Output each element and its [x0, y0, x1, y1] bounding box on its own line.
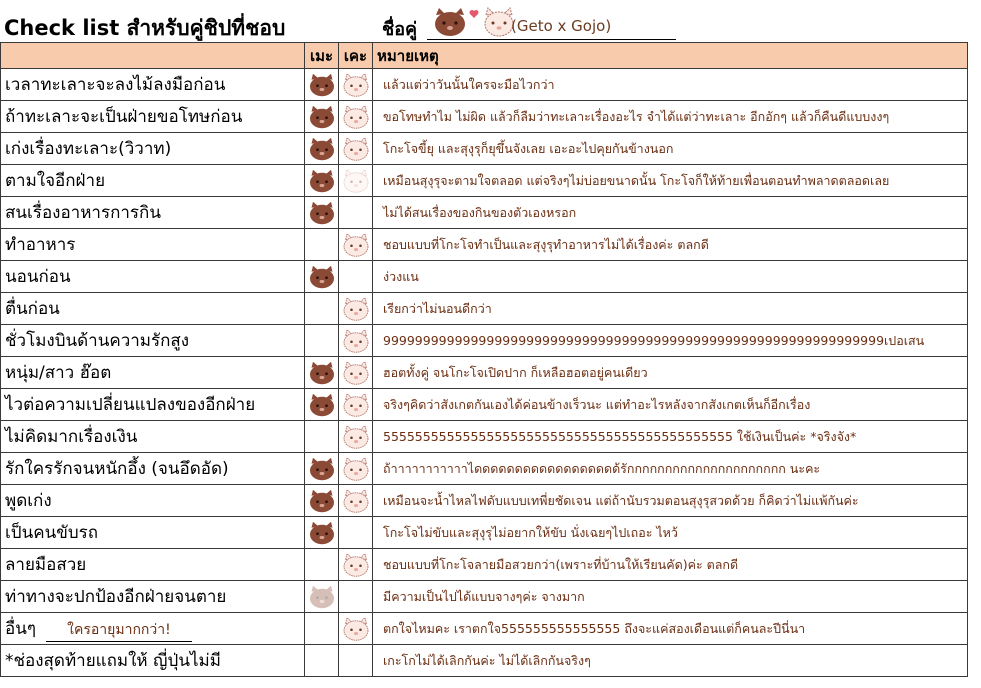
mei-cell: [305, 581, 339, 613]
note-cell: โกะโจขี้ยุ และสุงุรุก็ยุขึ้นจังเลย เอะอะไปคุยกันข้างนอก: [373, 133, 968, 165]
table-row: [1, 421, 968, 453]
ke-cell: [339, 581, 373, 613]
mei-cell: [305, 357, 339, 389]
mei-cell: [305, 421, 339, 453]
item-cell: [1, 325, 305, 357]
light-cat-icon: [341, 168, 371, 194]
mei-cell: [305, 133, 339, 165]
note-cell: ชอบแบบที่โกะโจทำเป็นและสุงุรุทำอาหารไม่ได้เรื่องค่ะ ตลกดี: [373, 229, 968, 261]
ke-cell: [339, 229, 373, 261]
light-cat-icon: [341, 232, 371, 258]
mei-cell: [305, 613, 339, 645]
item-cell: [1, 613, 305, 645]
table-row: [1, 229, 968, 261]
page-title: Check list สำหรับคู่ชิปที่ชอบ: [4, 16, 286, 40]
ke-cell: [339, 133, 373, 165]
mei-cell: [305, 165, 339, 197]
mei-cell: [305, 389, 339, 421]
mei-cell: [305, 453, 339, 485]
item-label: ไม่คิดมากเรื่องเงิน: [5, 427, 138, 447]
light-cat-icon: [341, 456, 371, 482]
item-label: หนุ่ม/สาว ฮ๊อต: [5, 363, 112, 383]
table-row: [1, 645, 968, 677]
ke-cell: [339, 357, 373, 389]
note-cell: แล้วแต่ว่าวันนั้นใครจะมือไวกว่า: [373, 69, 968, 101]
column-header-item: [1, 43, 305, 69]
mei-cell: [305, 645, 339, 677]
dark-cat-icon: [307, 264, 337, 290]
item-label: ตื่นก่อน: [5, 299, 60, 319]
light-cat-icon: [341, 72, 371, 98]
mei-cell: [305, 197, 339, 229]
light-cat-icon: [341, 136, 371, 162]
note-cell: เหมือนจะน้ำไหลไฟดับแบบเทพี่ยชัดเจน แต่ถ้านับรวมตอนสุงุรุสวดด้วย ก็คิดว่าไม่แพ้กันค่ะ: [373, 485, 968, 517]
ke-cell: [339, 453, 373, 485]
mei-cell: [305, 485, 339, 517]
item-cell: [1, 357, 305, 389]
table-row: [1, 485, 968, 517]
note-cell: ฮอตทั้งคู่ จนโกะโจเปิดปาก ก็เหลือฮอตอยู่คนเดียว: [373, 357, 968, 389]
column-header-mei: เมะ: [305, 43, 339, 69]
dark-cat-icon: [307, 488, 337, 514]
pair-name: (Geto x Gojo): [511, 17, 612, 35]
note-cell: เกะโกไม่ได้เลิกกันค่ะ ไม่ได้เลิกกันจริงๆ: [373, 645, 968, 677]
ke-cell: [339, 613, 373, 645]
item-cell: [1, 133, 305, 165]
table-row: [1, 357, 968, 389]
item-cell: [1, 69, 305, 101]
item-label: ถ้าทะเลาะจะเป็นฝ่ายขอโทษก่อน: [5, 107, 243, 127]
ke-cell: [339, 517, 373, 549]
ke-cell: [339, 549, 373, 581]
note-cell: ถ้าาาาาาาาาาาไดดดดดดดดดดดดดดดดดด้รักกกกกกกกกกกกกกกกกกกกก นะคะ: [373, 453, 968, 485]
item-cell: [1, 261, 305, 293]
item-label: พูดเก่ง: [5, 491, 52, 511]
table-row: [1, 517, 968, 549]
item-cell: [1, 421, 305, 453]
table-row: [1, 101, 968, 133]
dark-cat-icon: [307, 136, 337, 162]
note-cell: 55555555555555555555555555555555555555555555 ใช้เงินเป็นค่ะ *จริงจัง*: [373, 421, 968, 453]
item-label: สนเรื่องอาหารการกิน: [5, 203, 161, 223]
mei-cell: [305, 101, 339, 133]
note-cell: โกะโจไม่ขับและสุงุรุไม่อยากให้ขับ นั่งเฉยๆไปเถอะ ไหว้: [373, 517, 968, 549]
item-label: เวลาทะเลาะจะลงไม้ลงมือก่อน: [5, 75, 226, 95]
item-label: เป็นคนขับรถ: [5, 523, 99, 543]
ke-cell: [339, 389, 373, 421]
dark-cat-icon: [307, 392, 337, 418]
ke-cell: [339, 197, 373, 229]
item-label: ทำอาหาร: [5, 235, 76, 255]
table-row: [1, 293, 968, 325]
ke-cell: [339, 325, 373, 357]
table-row: [1, 133, 968, 165]
note-cell: ง่วงแน: [373, 261, 968, 293]
item-label: นอนก่อน: [5, 267, 71, 287]
mei-cell: [305, 549, 339, 581]
light-cat-icon: [341, 616, 371, 642]
item-cell: [1, 389, 305, 421]
note-cell: ไม่ได้สนเรื่องของกินของตัวเองหรอก: [373, 197, 968, 229]
note-cell: เหมือนสุงุรุจะตามใจตลอด แต่จริงๆไม่บ่อยขนาดนั้น โกะโจก็ให้ท้ายเพื่อนตอนทำพลาดตลอดเลย: [373, 165, 968, 197]
item-cell: [1, 485, 305, 517]
item-label: ไวต่อความเปลี่ยนแปลงของอีกฝ่าย: [5, 395, 256, 415]
item-cell: [1, 549, 305, 581]
item-cell: [1, 453, 305, 485]
dark-cat-icon: [307, 360, 337, 386]
item-label: ลายมือสวย: [5, 555, 87, 575]
dark-cat-icon: [307, 200, 337, 226]
table-row: [1, 261, 968, 293]
light-cat-icon: [341, 552, 371, 578]
checklist-table: [0, 42, 968, 677]
pair-label: ชื่อคู่: [382, 19, 418, 40]
table-row: [1, 581, 968, 613]
mei-cell: [305, 229, 339, 261]
column-header-ke: เคะ: [339, 43, 373, 69]
light-cat-icon: [341, 328, 371, 354]
item-cell: [1, 517, 305, 549]
dark-cat-icon: [307, 584, 337, 610]
dark-cat-icon: [307, 520, 337, 546]
mei-cell: [305, 325, 339, 357]
heart-icon: [469, 9, 479, 19]
light-cat-icon: [341, 104, 371, 130]
item-label: รักใครรักจนหนักอึ้ง (จนอึดอัด): [5, 459, 229, 479]
table-row: [1, 549, 968, 581]
table-header-row: [1, 43, 968, 69]
table-row: [1, 389, 968, 421]
column-header-notes: หมายเหตุ: [373, 43, 968, 69]
note-cell: มีความเป็นไปได้แบบจางๆค่ะ จางมาก: [373, 581, 968, 613]
light-cat-icon: [341, 488, 371, 514]
dark-cat-icon: [307, 456, 337, 482]
note-cell: 999999999999999999999999999999999999999999999999999999999999999เปอเสน: [373, 325, 968, 357]
ke-cell: [339, 293, 373, 325]
table-row: [1, 165, 968, 197]
table-row: [1, 453, 968, 485]
table-row: [1, 197, 968, 229]
note-cell: ตกใจไหมคะ เราตกใจ555555555555555 ถึงจะแค่สองเดือนแต่ก็คนละปีนี่นา: [373, 613, 968, 645]
light-cat-icon: [341, 424, 371, 450]
header: [0, 0, 981, 42]
item-cell: [1, 293, 305, 325]
mei-cell: [305, 293, 339, 325]
item-label: เก่งเรื่องทะเลาะ(วิวาท): [5, 139, 172, 159]
mei-cell: [305, 517, 339, 549]
dark-cat-icon: [430, 6, 470, 40]
item-cell: [1, 645, 305, 677]
ke-cell: [339, 165, 373, 197]
note-cell: จริงๆคิดว่าสังเกตกันเองได้ค่อนข้างเร็วนะ แต่ทำอะไรหลังจากสังเกตเห็นก็อีกเรื่อง: [373, 389, 968, 421]
item-cell: [1, 165, 305, 197]
other-fill-text: ใครอายุมากกว่า!: [46, 619, 192, 642]
table-row: [1, 69, 968, 101]
item-cell: [1, 229, 305, 261]
table-row: [1, 325, 968, 357]
item-label: ตามใจอีกฝ่าย: [5, 171, 106, 191]
note-cell: ชอบแบบที่โกะโจลายมือสวยกว่า(เพราะที่บ้านให้เรียนคัด)ค่ะ ตลกดี: [373, 549, 968, 581]
ke-cell: [339, 101, 373, 133]
mei-cell: [305, 261, 339, 293]
note-cell: เรียกว่าไม่นอนดีกว่า: [373, 293, 968, 325]
dark-cat-icon: [307, 168, 337, 194]
item-label: อื่นๆ: [5, 619, 36, 639]
light-cat-icon: [341, 360, 371, 386]
ke-cell: [339, 421, 373, 453]
item-label: ชั่วโมงบินด้านความรักสูง: [5, 331, 190, 351]
item-cell: [1, 197, 305, 229]
dark-cat-icon: [307, 72, 337, 98]
pair-underline: [427, 39, 676, 40]
light-cat-icon: [341, 392, 371, 418]
item-cell: [1, 581, 305, 613]
item-cell: [1, 101, 305, 133]
item-label: *ช่องสุดท้ายแถมให้ ญี่ปุ่นไม่มี: [5, 651, 221, 671]
table-row: [1, 613, 968, 645]
dark-cat-icon: [307, 104, 337, 130]
mei-cell: [305, 69, 339, 101]
item-label: ท่าทางจะปกป้องอีกฝ่ายจนตาย: [5, 587, 227, 607]
ke-cell: [339, 69, 373, 101]
pair-icons: [430, 6, 518, 40]
note-cell: ขอโทษทำไม ไม่ผิด แล้วก็ลืมว่าทะเลาะเรื่องอะไร จำได้แต่ว่าทะเลาะ อีกอักๆ แล้วก็คืนดีแบบงงๆ: [373, 101, 968, 133]
table-body: [1, 69, 968, 677]
ke-cell: [339, 485, 373, 517]
ke-cell: [339, 645, 373, 677]
light-cat-icon: [341, 296, 371, 322]
ke-cell: [339, 261, 373, 293]
